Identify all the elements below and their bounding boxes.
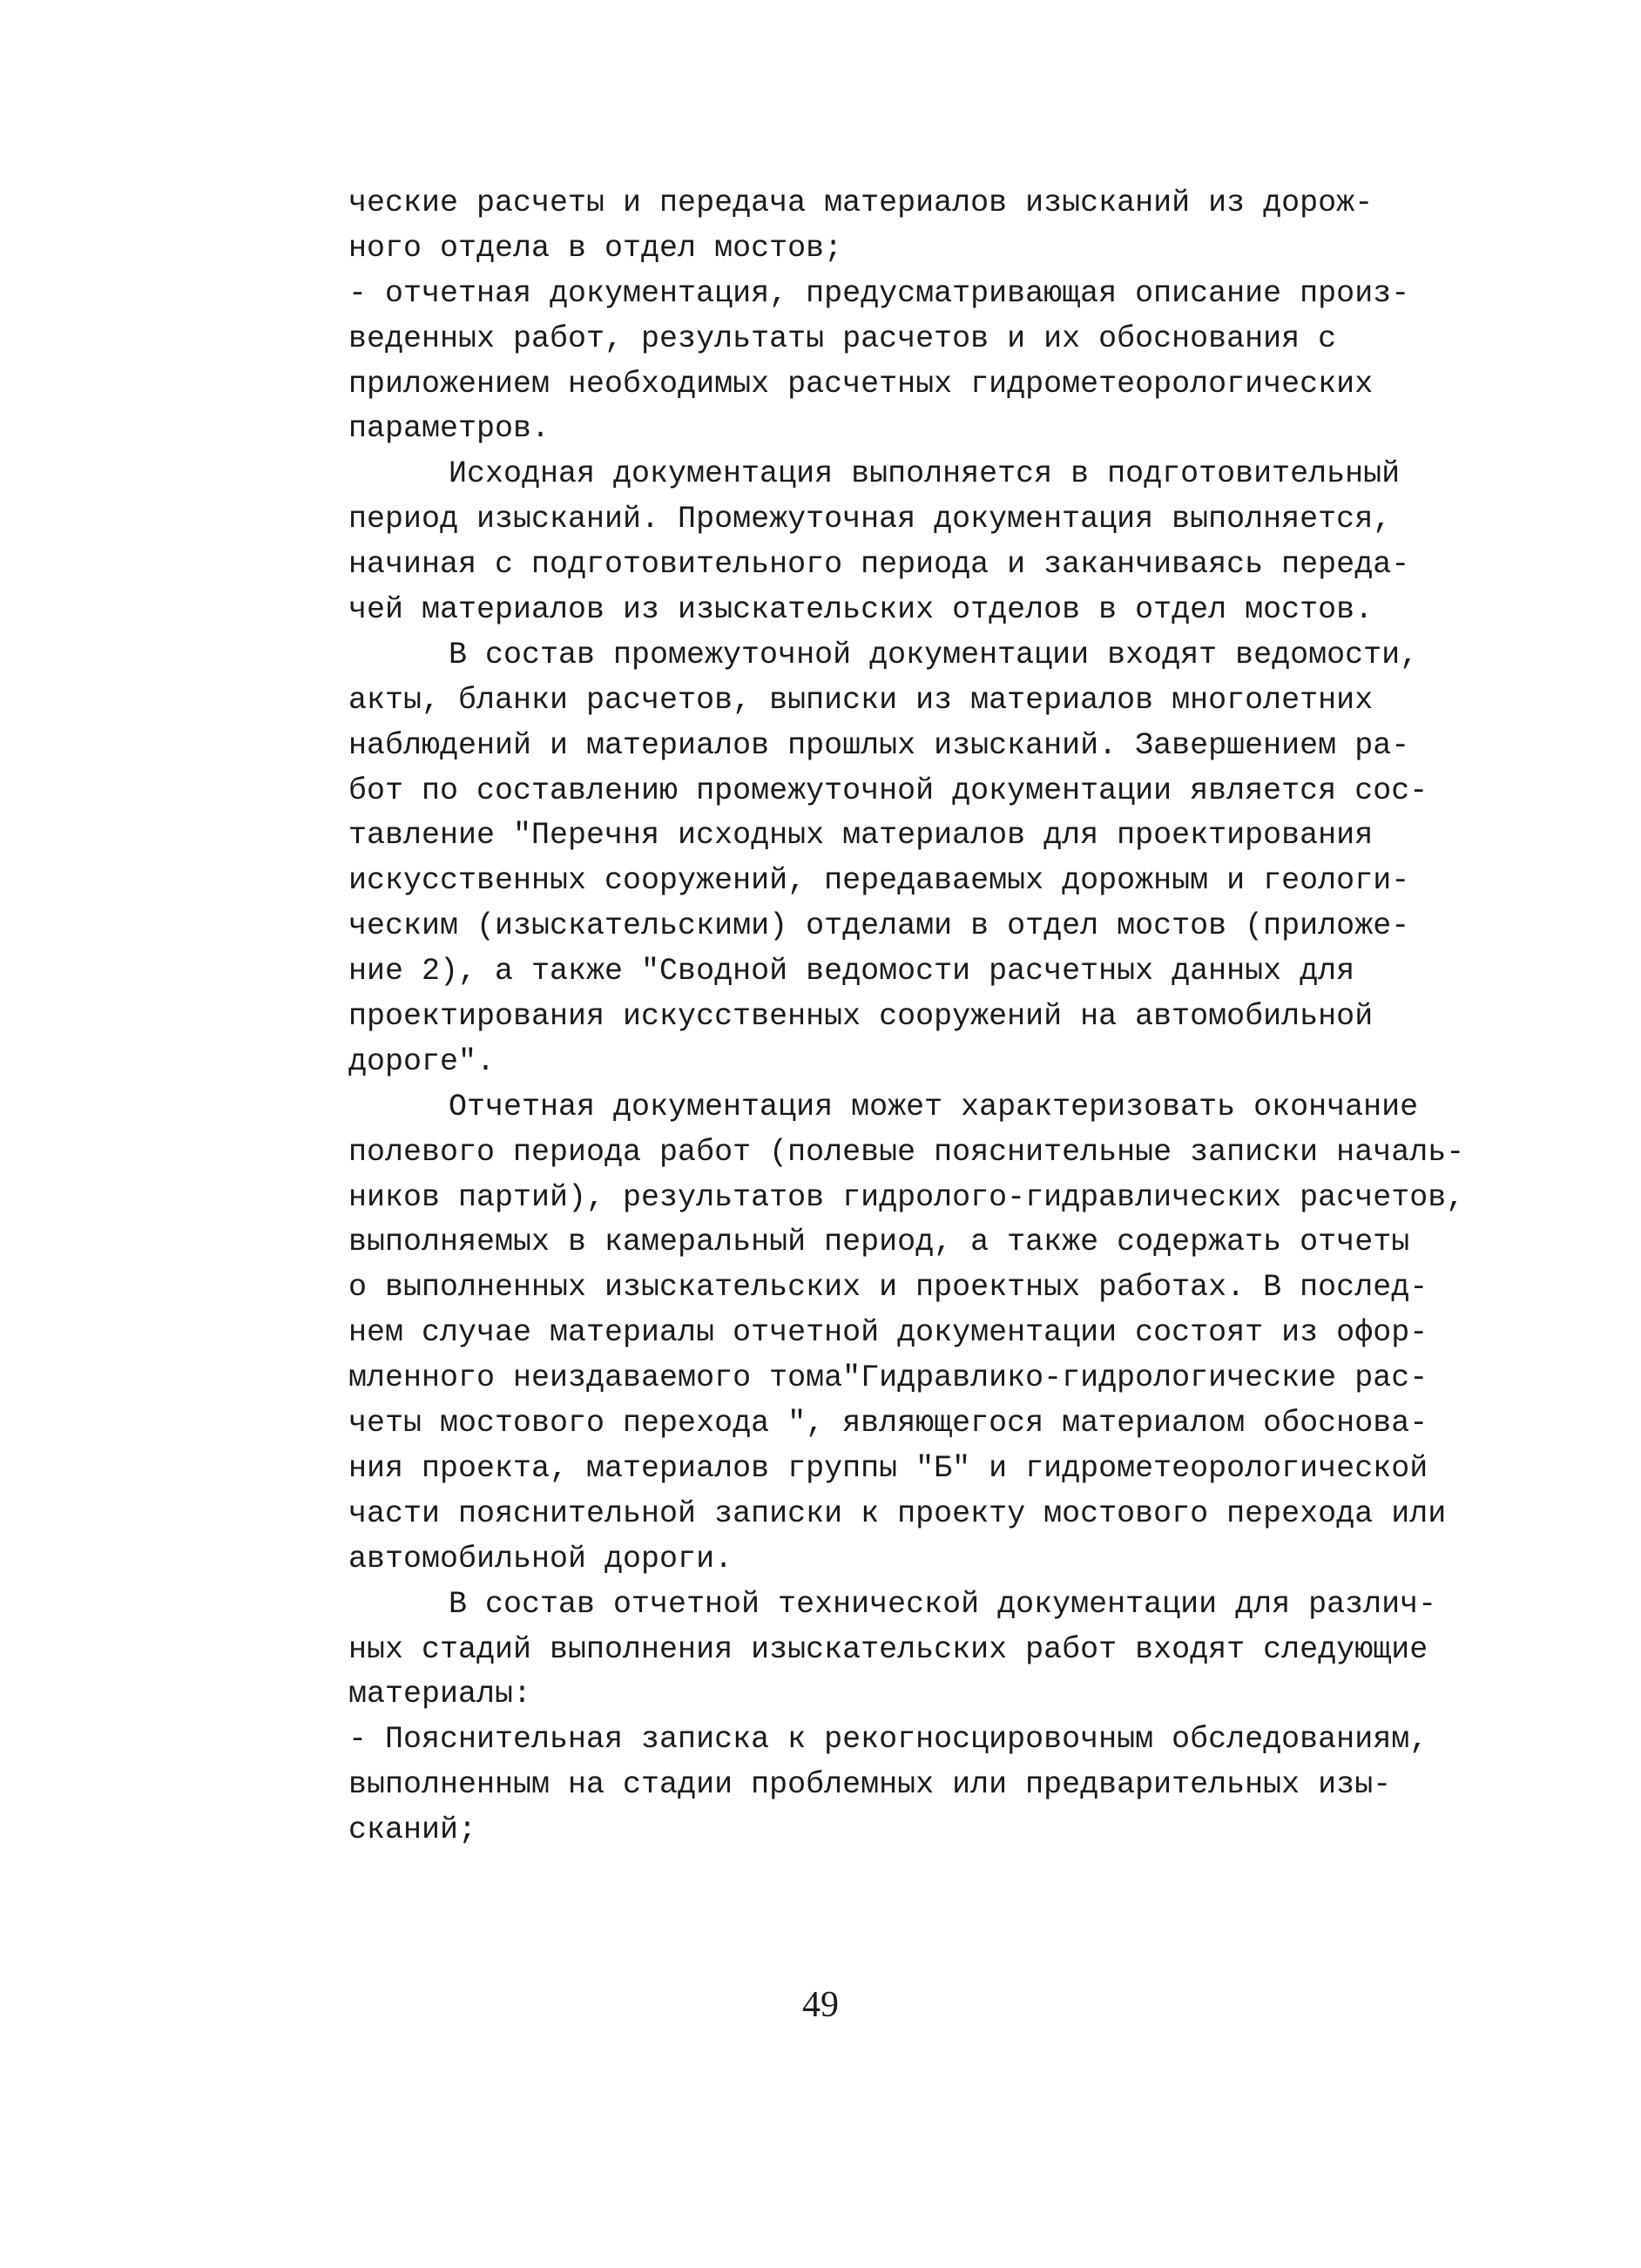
text-line: бот по составлению промежуточной документации является сос- [348, 773, 1428, 808]
text-line: материалы: [348, 1677, 532, 1712]
text-line: тавление "Перечня исходных материалов для проектирования [348, 818, 1374, 854]
text-line: период изысканий. Промежуточная документация выполняется, [348, 502, 1392, 537]
text-line: В состав промежуточной документации входят ведомости, [449, 637, 1419, 672]
text-line: Отчетная документация может характеризовать окончание [449, 1089, 1419, 1124]
text-line: ние 2), а также "Сводной ведомости расчетных данных для [348, 954, 1355, 989]
text-line: автомобильной дороги. [348, 1541, 733, 1576]
text-line: Исходная документация выполняется в подготовительный [449, 456, 1401, 492]
text-line: начиная с подготовительного периода и заканчиваясь переда- [348, 547, 1410, 583]
page-number: 49 [802, 1985, 839, 2025]
text-line: четы мостового перехода ", являющегося материалом обоснова- [348, 1406, 1428, 1441]
text-line: ческим (изыскательскими) отделами в отдел мостов (приложе- [348, 908, 1410, 944]
text-line: выполненным на стадии проблемных или предварительных изы- [348, 1767, 1392, 1803]
text-line: - Пояснительная записка к рекогносцировочным обследованиям, [348, 1722, 1428, 1758]
text-line: полевого периода работ (полевые пояснительные записки началь- [348, 1134, 1465, 1170]
text-line: мленного неиздаваемого тома"Гидравлико-гидрологические рас- [348, 1360, 1428, 1396]
text-line: - отчетная документация, предусматривающая описание произ- [348, 275, 1410, 311]
text-line: выполняемых в камеральный период, а также содержать отчеты [348, 1225, 1410, 1260]
text-line: ных стадий выполнения изыскательских работ входят следующие [348, 1631, 1428, 1667]
text-line: дороге". [348, 1043, 496, 1079]
text-line: наблюдений и материалов прошлых изысканий. Завершением ра- [348, 727, 1410, 763]
text-line: В состав отчетной технической документации для различ- [449, 1586, 1437, 1622]
text-line: чей материалов из изыскательских отделов в отдел мостов. [348, 592, 1374, 628]
body-text [348, 181, 1507, 1853]
text-line: искусственных сооружений, передаваемых дорожным и геологи- [348, 863, 1410, 899]
text-line: ческие расчеты и передача материалов изысканий из дорож- [348, 186, 1374, 220]
text-line: нем случае материалы отчетной документации состоят из офор- [348, 1315, 1428, 1351]
text-line: проектирования искусственных сооружений на автомобильной [348, 999, 1374, 1035]
text-line: параметров. [348, 411, 550, 447]
text-line: акты, бланки расчетов, выписки из материалов многолетних [348, 682, 1374, 718]
text-line: сканий; [348, 1812, 477, 1848]
text-line: ния проекта, материалов группы "Б" и гидрометеорологической [348, 1450, 1428, 1486]
text-line: приложением необходимых расчетных гидрометеорологических [348, 366, 1374, 402]
text-line: части пояснительной записки к проекту мостового перехода или [348, 1495, 1447, 1531]
text-line: веденных работ, результаты расчетов и их обоснования с [348, 321, 1337, 356]
text-line: ного отдела в отдел мостов; [348, 230, 843, 266]
text-line: о выполненных изыскательских и проектных работах. В послед- [348, 1270, 1428, 1306]
text-line: ников партий), результатов гидролого-гидравлических расчетов, [348, 1179, 1465, 1215]
